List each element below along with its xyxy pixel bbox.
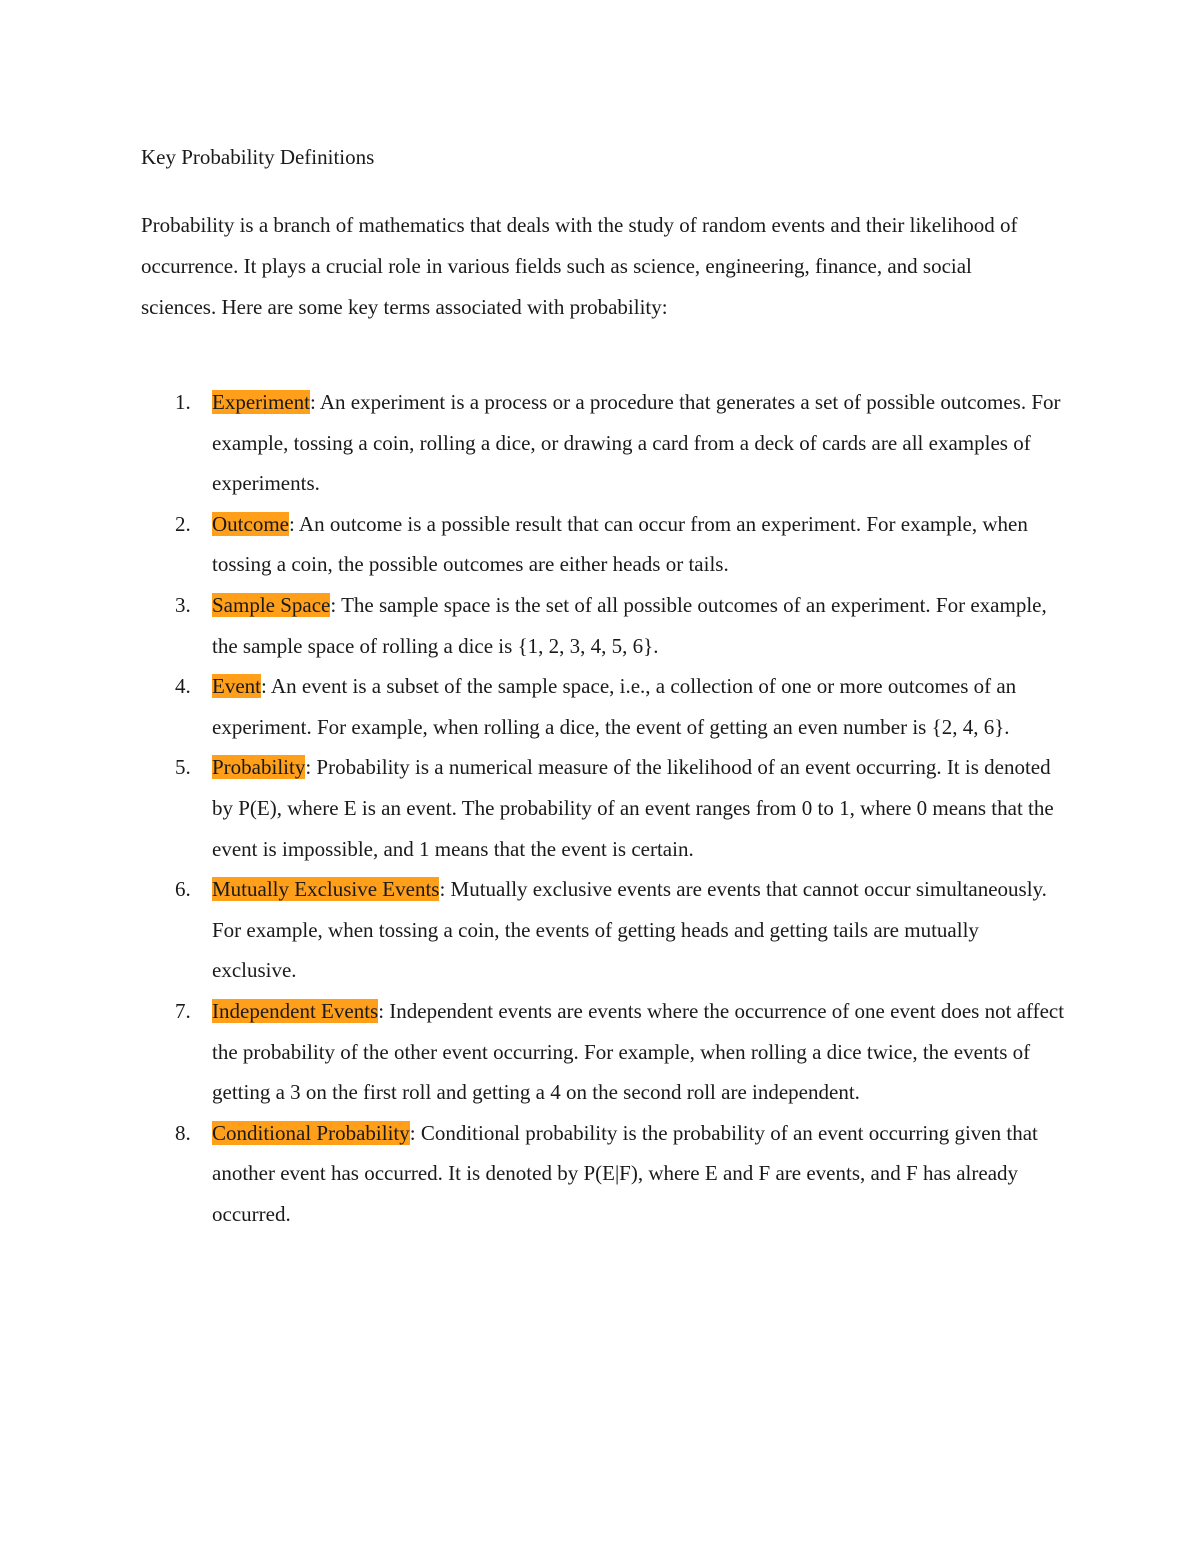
item-number: 4. — [175, 674, 191, 699]
item-number: 6. — [175, 877, 191, 902]
term-highlight: Experiment — [212, 390, 310, 414]
item-number: 8. — [175, 1120, 191, 1145]
intro-paragraph: Probability is a branch of mathematics that deals with the study of random events and their likelihood of occurrence. It plays a crucial role in various fields such as science, engineering, finance, and social sciences. Here are some key terms associated with probability: — [141, 213, 1018, 319]
definition-text: : An event is a subset of the sample space, i.e., a collection of one or more outcomes of an experiment. For example, when rolling a dice, the event of getting an even number is {2, 4, 6}. — [212, 674, 1017, 739]
item-number: 3. — [175, 592, 191, 617]
term-highlight: Outcome — [212, 511, 289, 536]
definition-text: : Mutually exclusive events are events that cannot occur simultaneously. For example, when tossing a coin, the events of getting heads and getting tails are mutually exclusive. — [212, 877, 1047, 983]
document-title: Key Probability Definitions — [141, 145, 375, 169]
definition-item — [141, 585, 1066, 666]
definition-text: : An experiment is a process or a procedure that generates a set of possible outcomes. For example, tossing a coin, rolling a dice, or drawing a card from a deck of cards are all examples of experiments. — [212, 390, 1061, 496]
item-number: 1. — [175, 390, 191, 414]
definition-text: : The sample space is the set of all possible outcomes of an experiment. For example, the sample space of rolling a dice is {1, 2, 3, 4, 5, 6}. — [212, 592, 1047, 658]
term-highlight: Probability — [212, 755, 306, 780]
definition-item — [141, 869, 1066, 991]
definition-item — [141, 382, 1066, 504]
term-highlight: Event — [212, 674, 261, 699]
term-highlight: Independent Events — [212, 998, 379, 1023]
item-number: 7. — [175, 998, 191, 1023]
definition-item — [141, 504, 1066, 585]
term-highlight: Mutually Exclusive Events — [212, 877, 440, 902]
definition-text: : Conditional probability is the probability of an event occurring given that another event has occurred. It is denoted by P(E|F), where E and F are events, and F has already occurred. — [212, 1120, 1038, 1226]
item-number: 2. — [175, 511, 191, 536]
definition-item — [141, 747, 1066, 869]
term-highlight: Conditional Probability — [212, 1120, 410, 1145]
definition-item — [141, 991, 1066, 1113]
definition-text: : Independent events are events where the occurrence of one event does not affect the probability of the other event occurring. For example, when rolling a dice twice, the events of getting a 3 on the first roll and getting a 4 on the second roll are independent. — [212, 998, 1065, 1105]
definition-text: : An outcome is a possible result that can occur from an experiment. For example, when tossing a coin, the possible outcomes are either heads or tails. — [212, 511, 1028, 577]
item-number: 5. — [175, 755, 191, 780]
definition-text: : Probability is a numerical measure of the likelihood of an event occurring. It is denoted by P(E), where E is an event. The probability of an event ranges from 0 to 1, where 0 means that the event is impossible, and 1 means that the event is certain. — [212, 755, 1054, 861]
definition-item — [141, 1113, 1066, 1235]
definition-item — [141, 666, 1066, 747]
definitions-list — [141, 382, 1066, 1234]
term-highlight: Sample Space — [212, 592, 331, 617]
